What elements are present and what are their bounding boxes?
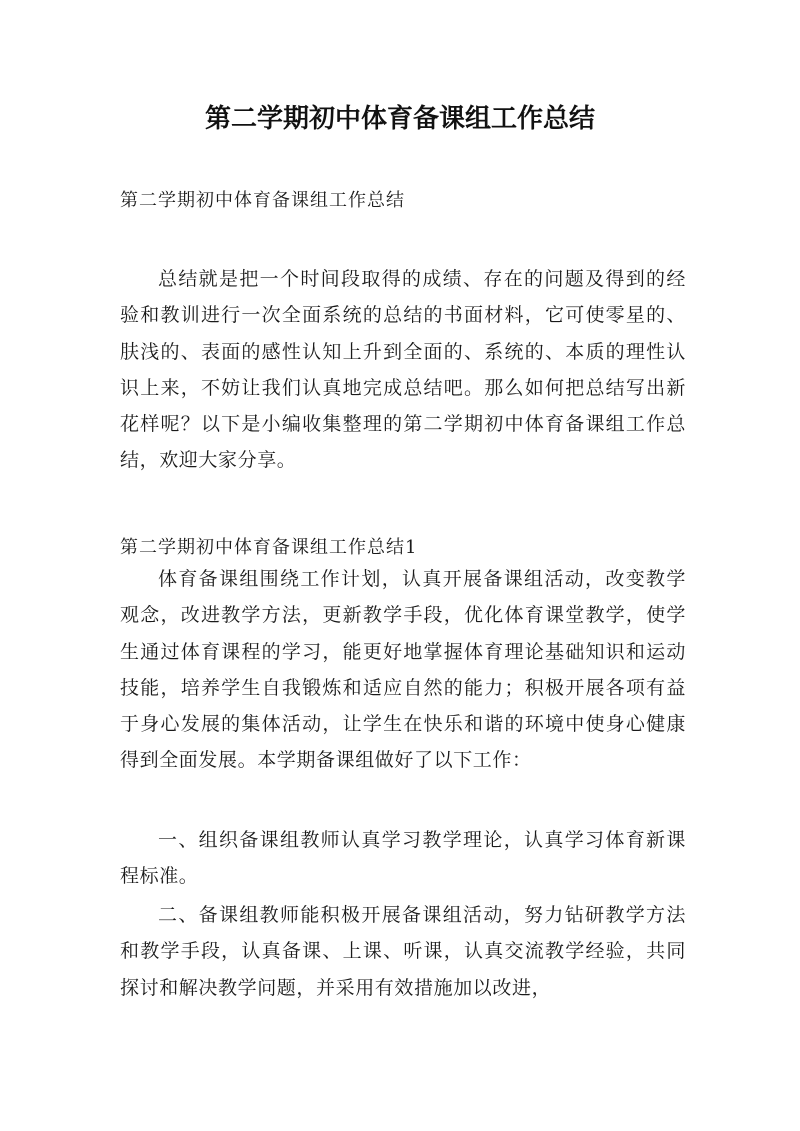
page-title: 第二学期初中体育备课组工作总结 [204, 104, 595, 134]
section-heading: 第二学期初中体育备课组工作总结1 [120, 537, 418, 558]
body-paragraph: 二、备课组教师能积极开展备课组活动，努力钻研教学方法和教学手段，认真备课、上课、听课，认真交流教学经验，共同探讨和解决教学问题，并采用有效措施加以改进， [120, 904, 686, 999]
body-paragraph: 一、组织备课组教师认真学习教学理论，认真学习体育新课程标准。 [120, 829, 686, 888]
intro-paragraph: 总结就是把一个时间段取得的成绩、存在的问题及得到的经验和教训进行一次全面系统的总结的书面材料，它可使零星的、肤浅的、表面的感性认知上升到全面的、系统的、本质的理性认识上来，不妨让我们认真地完成总结吧。那么如何把总结写出新花样呢？以下是小编收集整理的第二学期初中体育备课组工作总结，欢迎大家分享。 [120, 268, 686, 472]
document-subtitle: 第二学期初中体育备课组工作总结 [120, 190, 405, 211]
body-paragraph: 体育备课组围绕工作计划，认真开展备课组活动，改变教学观念，改进教学方法，更新教学手段，优化体育课堂教学，使学生通过体育课程的学习，能更好地掌握体育理论基础知识和运动技能，培养学生自我锻炼和适应自然的能力；积极开展各项有益于身心发展的集体活动，让学生在快乐和谐的环境中使身心健康得到全面发展。本学期备课组做好了以下工作： [120, 568, 686, 772]
